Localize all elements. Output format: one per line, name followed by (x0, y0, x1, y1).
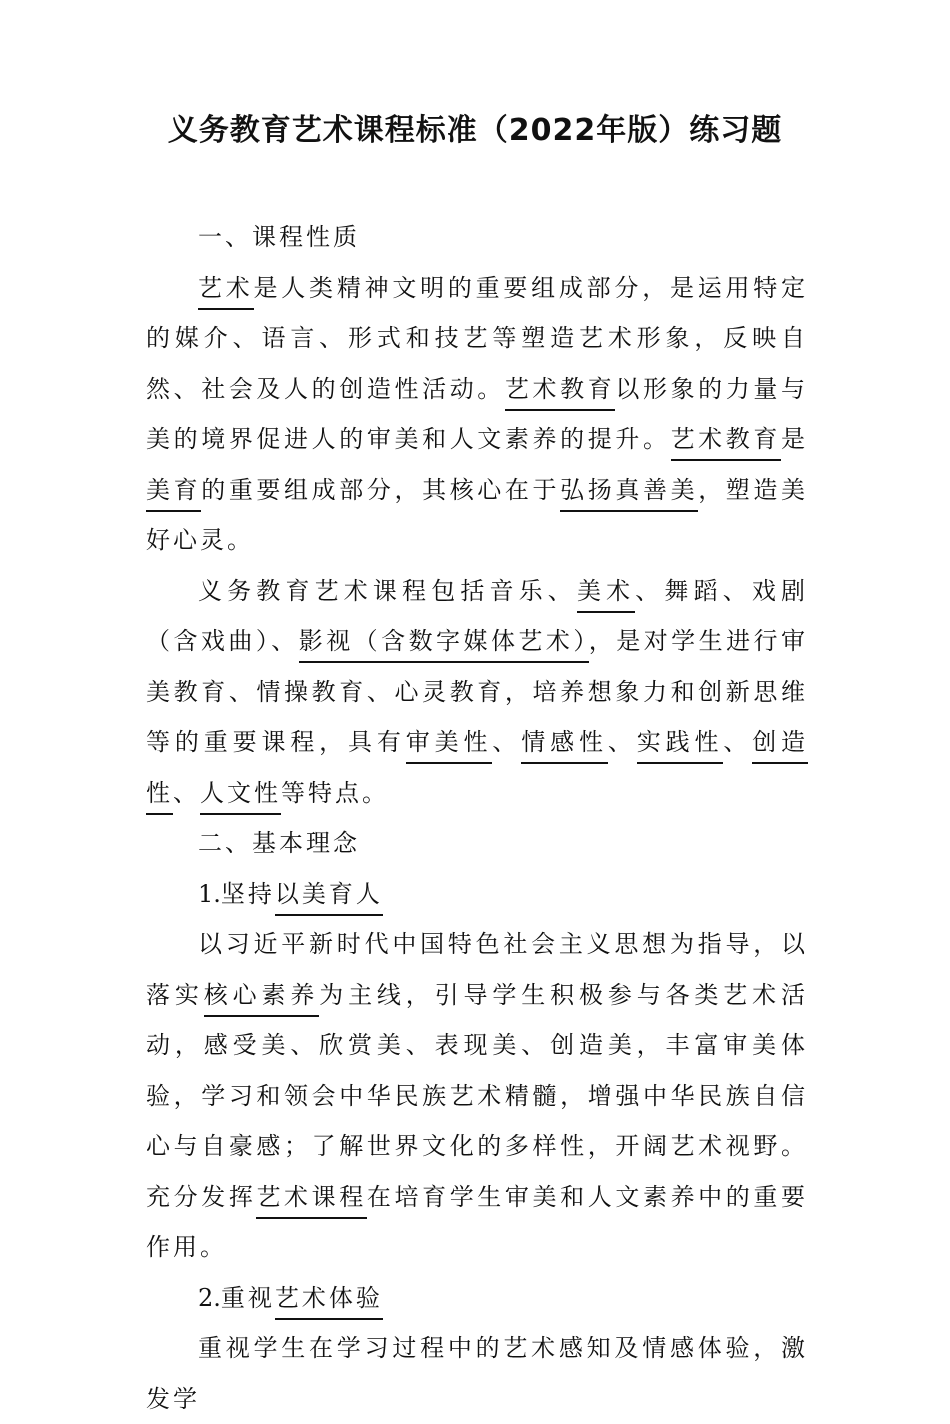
paragraph-text: ，是对学生进行审美教育、情操教育、心灵教育，培养想象力和创新思维等的重要课程，具有 (146, 627, 809, 756)
blank-answer: 美术 (577, 577, 635, 613)
item-number: 1. (198, 879, 221, 908)
paragraph-text: 以形象的力量与美的境界促进人的审美和人文素养的提升。 (146, 374, 809, 453)
paragraph-text: 是人类精神文明的重要组成部分，是运用特定的媒介、语言、形式和技艺等塑造艺术形象，反映自然、社会及人的创造性活动。 (146, 273, 809, 403)
paragraph-text: 是 (781, 425, 809, 453)
blank-answer: 艺术 (198, 274, 254, 310)
blank-answer: 艺术教育 (505, 375, 615, 411)
paragraph-text: 、 (492, 728, 522, 756)
paragraph-text: 、舞蹈、戏剧（含戏曲）、 (146, 576, 809, 655)
paragraph-text: 在培育学生审美和人文素养中的重要作用。 (146, 1182, 809, 1261)
paragraph-3 (146, 919, 808, 1273)
blank-answer: 弘扬真善美 (560, 476, 698, 512)
blank-answer: 艺术课程 (256, 1183, 366, 1219)
document-title: 义务教育艺术课程标准（2022年版）练习题 (167, 113, 783, 148)
paragraph-1 (146, 263, 808, 566)
blank-answer: 艺术教育 (671, 425, 781, 461)
paragraph-text: 为主线，引导学生积极参与各类艺术活动，感受美、欣赏美、表现美、创造美，丰富审美体验，学习和领会中华民族艺术精髓，增强中华民族自信心与自豪感；了解世界文化的多样性，开阔艺术视野。充分发挥 (146, 980, 809, 1211)
paragraph-text: 、 (607, 728, 637, 756)
section-heading-1: 一、课程性质 (198, 223, 360, 251)
item-text: 重视 (220, 1283, 275, 1312)
item-heading-1 (146, 869, 808, 920)
paragraph-2 (146, 566, 808, 819)
paragraph-text: 义务教育艺术课程包括音乐、 (198, 576, 577, 605)
item-heading-2 (146, 1273, 808, 1324)
paragraph-text: 、 (723, 728, 753, 756)
blank-answer: 以美育人 (275, 880, 383, 916)
blank-answer: 影视（含数字媒体艺术） (299, 627, 589, 663)
paragraph-text: 以习近平新时代中国特色社会主义思想为指导，以落实 (146, 930, 808, 1009)
paragraph-text: 、 (173, 778, 200, 807)
blank-answer: 情感性 (521, 728, 608, 764)
blank-answer: 审美性 (406, 728, 493, 764)
section-heading-2: 二、基本理念 (198, 829, 360, 857)
blank-answer: 实践性 (637, 728, 724, 764)
paragraph-text: ，塑造美好心灵。 (146, 475, 809, 554)
blank-answer: 核心素养 (204, 981, 319, 1017)
paragraph-text: 的重要组成部分，其核心在于 (201, 475, 561, 504)
paragraph-text: 等特点。 (281, 778, 389, 807)
item-text: 坚持 (220, 879, 275, 908)
item-number: 2. (198, 1283, 221, 1312)
document-body (146, 212, 808, 1424)
paragraph-4: 重视学生在学习过程中的艺术感知及情感体验，激发学 (146, 1334, 808, 1413)
blank-answer: 美育 (146, 476, 201, 512)
blank-answer: 创造性 (146, 728, 808, 815)
blank-answer: 艺术体验 (275, 1284, 383, 1320)
blank-answer: 人文性 (200, 779, 281, 815)
